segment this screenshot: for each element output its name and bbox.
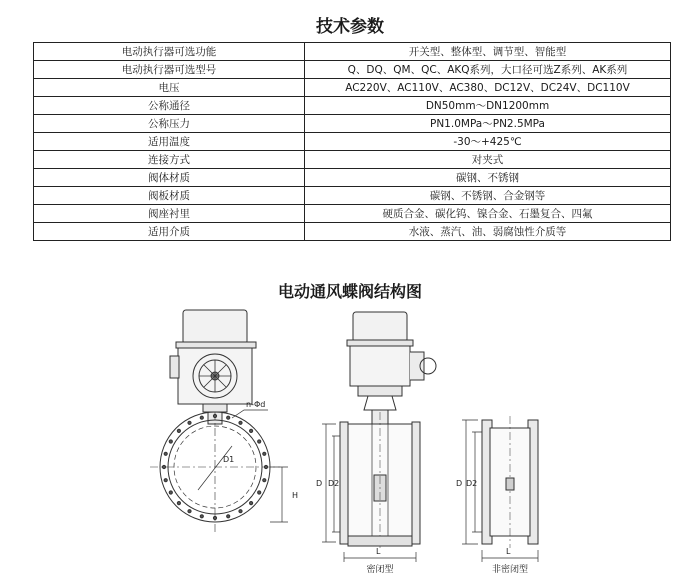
bolt-hole-icon <box>258 440 261 443</box>
valve-structure-drawing <box>0 300 700 576</box>
spec-key: 电动执行器可选型号 <box>34 61 305 79</box>
spec-value: 开关型、整体型、调节型、智能型 <box>305 43 671 61</box>
spec-row <box>34 97 671 115</box>
bolt-hole-icon <box>162 465 165 468</box>
bolt-hole-icon <box>177 429 180 432</box>
label-d2-sealed: D2 <box>328 479 340 488</box>
spec-row <box>34 115 671 133</box>
label-h: H <box>292 491 299 500</box>
spec-key: 阀体材质 <box>34 169 305 187</box>
spec-key: 阀座衬里 <box>34 205 305 223</box>
label-d-sealed: D <box>316 479 323 488</box>
spec-row <box>34 151 671 169</box>
label-n-phi-d: n-Φd <box>246 400 266 409</box>
spec-row <box>34 61 671 79</box>
diagram-title: 电动通风蝶阀结构图 <box>277 282 422 301</box>
spec-value: PN1.0MPa～PN2.5MPa <box>305 115 671 133</box>
spec-value: Q、DQ、QM、QC、AKQ系列，大口径可选Z系列、AK系列 <box>305 61 671 79</box>
actuator-cover-rim <box>176 342 256 348</box>
bolt-hole-icon <box>177 502 180 505</box>
actuator-body <box>350 346 410 386</box>
spec-key: 电动执行器可选功能 <box>34 43 305 61</box>
page-title: 技术参数 <box>316 17 384 37</box>
bolt-hole-icon <box>263 479 266 482</box>
spec-value: 碳钢、不锈钢 <box>305 169 671 187</box>
caption-unsealed: 非密闭型 <box>491 565 529 575</box>
spec-value: 水液、蒸汽、油、弱腐蚀性介质等 <box>305 223 671 241</box>
bolt-hole-icon <box>263 452 266 455</box>
spec-row <box>34 223 671 241</box>
bolt-hole-icon <box>188 421 191 424</box>
label-d-unsealed: D <box>456 479 463 488</box>
bolt-hole-icon <box>164 479 167 482</box>
label-d1: D1 <box>223 455 235 464</box>
bolt-hole-icon <box>227 515 230 518</box>
spec-value: 对夹式 <box>305 151 671 169</box>
unsealed-side-view <box>462 416 538 562</box>
bolt-hole-icon <box>200 416 203 419</box>
spec-value: 碳钢、不锈钢、合金钢等 <box>305 187 671 205</box>
spec-row <box>34 79 671 97</box>
sealed-side-view <box>322 312 436 562</box>
label-l-sealed: L <box>376 547 381 556</box>
spec-key: 公称通径 <box>34 97 305 115</box>
spec-key: 适用介质 <box>34 223 305 241</box>
spec-value: DN50mm～DN1200mm <box>305 97 671 115</box>
bolt-hole-icon <box>227 416 230 419</box>
bolt-hole-icon <box>164 452 167 455</box>
label-l-unsealed: L <box>506 547 511 556</box>
bolt-hole-icon <box>239 421 242 424</box>
bolt-hole-icon <box>169 491 172 494</box>
bolt-hole-icon <box>250 502 253 505</box>
spec-key: 公称压力 <box>34 115 305 133</box>
spec-key: 阀板材质 <box>34 187 305 205</box>
spec-row <box>34 187 671 205</box>
bolt-hole-icon <box>264 465 267 468</box>
actuator-housing <box>353 312 407 342</box>
bolt-hole-icon <box>200 515 203 518</box>
label-d2-unsealed: D2 <box>466 479 478 488</box>
mounting-bracket <box>203 404 227 412</box>
bolt-hole-icon <box>239 510 242 513</box>
spec-table <box>33 42 671 241</box>
front-view <box>150 310 288 532</box>
caption-sealed: 密闭型 <box>366 565 394 575</box>
spec-row <box>34 169 671 187</box>
bolt-hole-icon <box>213 414 216 417</box>
bolt-hole-icon <box>169 440 172 443</box>
spec-key: 连接方式 <box>34 151 305 169</box>
disc-shaft <box>506 478 514 490</box>
bolt-hole-icon <box>213 516 216 519</box>
spec-key: 适用温度 <box>34 133 305 151</box>
spec-row <box>34 43 671 61</box>
spec-value: 硬质合金、碳化钨、镍合金、石墨复合、四氟 <box>305 205 671 223</box>
spec-key: 电压 <box>34 79 305 97</box>
spec-row <box>34 133 671 151</box>
bolt-hole-icon <box>188 510 191 513</box>
spec-row <box>34 205 671 223</box>
actuator-housing <box>183 310 247 344</box>
spec-value: -30～+425℃ <box>305 133 671 151</box>
bolt-hole-icon <box>258 491 261 494</box>
spec-value: AC220V、AC110V、AC380、DC12V、DC24V、DC110V <box>305 79 671 97</box>
bolt-hole-icon <box>250 429 253 432</box>
spec-table-body <box>34 43 671 241</box>
